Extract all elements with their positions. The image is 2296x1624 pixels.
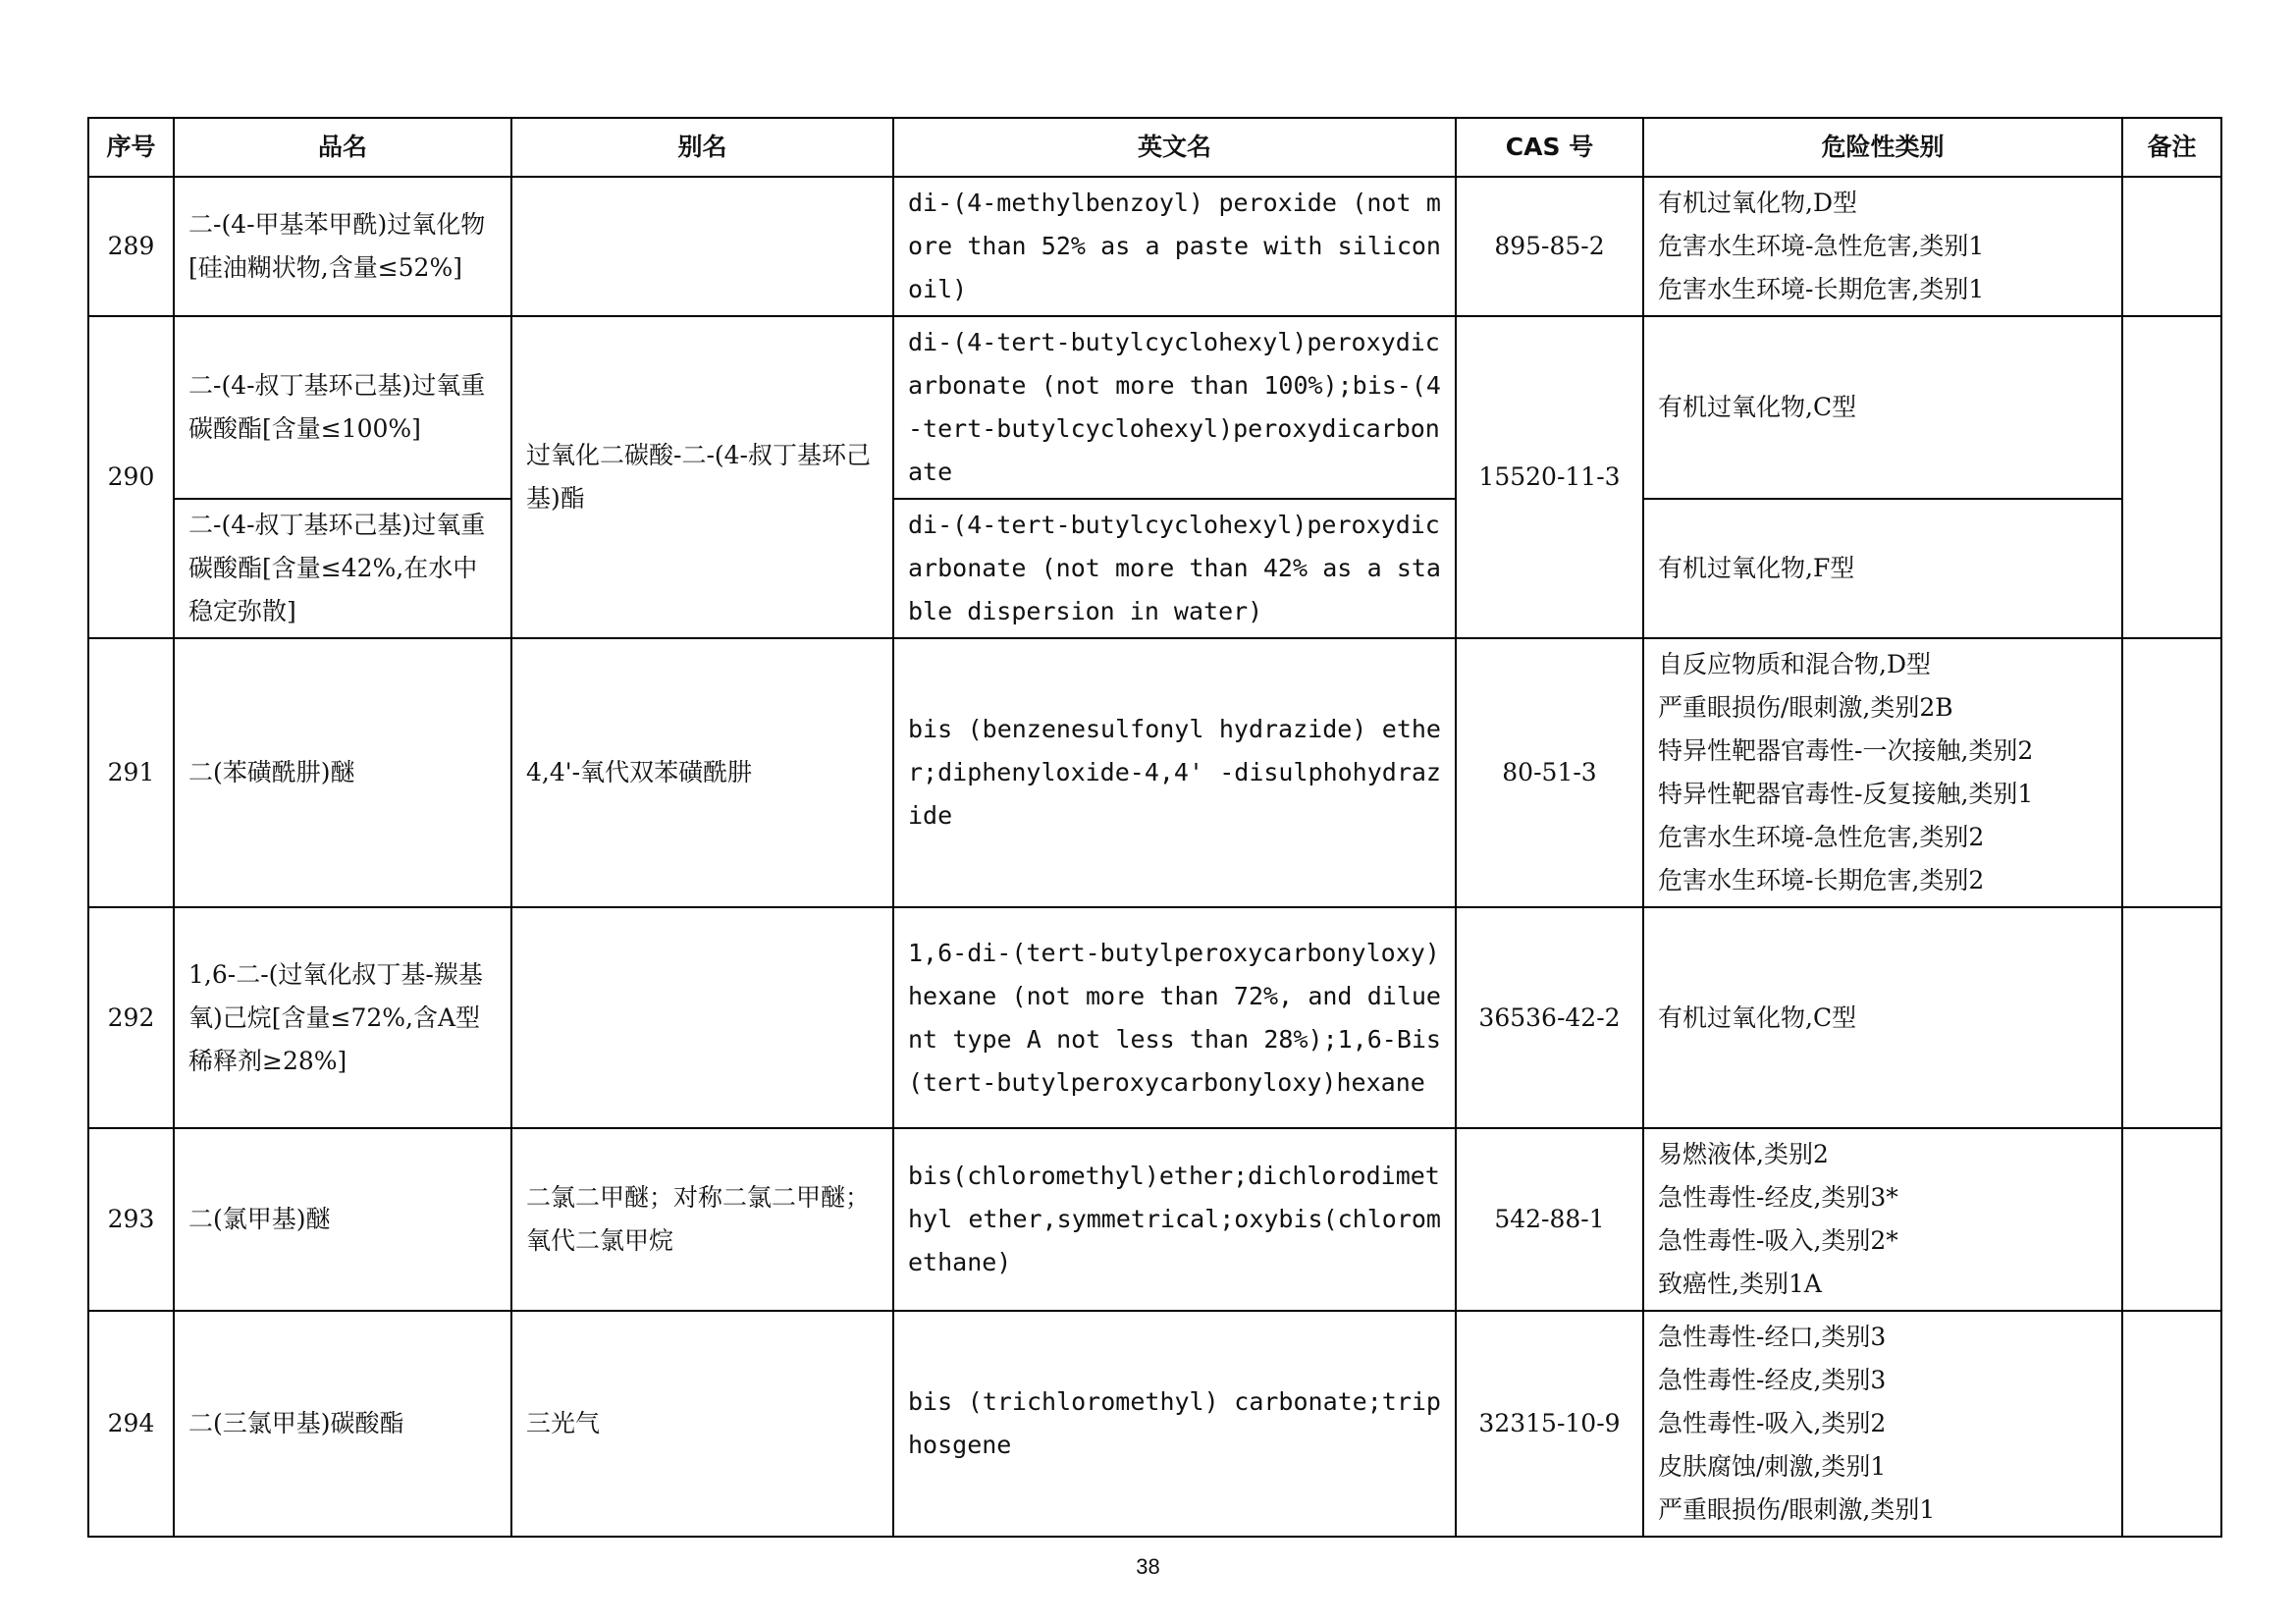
remark-cell xyxy=(2122,1128,2221,1311)
remark-cell xyxy=(2122,177,2221,316)
table-row xyxy=(88,316,2221,499)
cas-cell: 32315-10-9 xyxy=(1456,1311,1643,1537)
chemical-table xyxy=(87,117,2222,1538)
cas-cell: 36536-42-2 xyxy=(1456,907,1643,1128)
alias-cell: 二氯二甲醚；对称二氯二甲醚；氧代二氯甲烷 xyxy=(511,1128,893,1311)
alias-cell: 过氧化二碳酸-二-(4-叔丁基环己基)酯 xyxy=(511,316,893,638)
hazard-line: 严重眼损伤/眼刺激,类别2B xyxy=(1658,693,1953,722)
remark-cell xyxy=(2122,638,2221,907)
remark-cell xyxy=(2122,1311,2221,1537)
header-alias: 别名 xyxy=(511,118,893,177)
hazard-cell xyxy=(1643,638,2122,907)
hazard-line: 严重眼损伤/眼刺激,类别1 xyxy=(1658,1495,1936,1524)
hazard-cell xyxy=(1643,1311,2122,1537)
hazard-line: 有机过氧化物,C型 xyxy=(1658,393,1857,421)
alias-cell xyxy=(511,177,893,316)
hazard-line: 有机过氧化物,C型 xyxy=(1658,1002,1857,1032)
hazard-line: 危害水生环境-急性危害,类别1 xyxy=(1658,232,1985,260)
header-remark: 备注 xyxy=(2122,118,2221,177)
hazard-line: 危害水生环境-长期危害,类别2 xyxy=(1658,866,1985,894)
seq-cell: 289 xyxy=(88,177,174,316)
cas-cell: 542-88-1 xyxy=(1456,1128,1643,1311)
alias-cell: 三光气 xyxy=(511,1311,893,1537)
hazard-line: 急性毒性-吸入,类别2 xyxy=(1658,1409,1887,1437)
remark-cell xyxy=(2122,907,2221,1128)
seq-cell: 290 xyxy=(88,316,174,638)
table-row xyxy=(88,907,2221,1128)
hazard-line: 急性毒性-经皮,类别3* xyxy=(1658,1183,1898,1212)
cas-cell: 80-51-3 xyxy=(1456,638,1643,907)
english-cell: bis(chloromethyl)ether;dichlorodimethyl ether,symmetrical;oxybis(chloromethane) xyxy=(893,1128,1456,1311)
hazard-line: 危害水生环境-急性危害,类别2 xyxy=(1658,823,1985,851)
name-cell: 二(氯甲基)醚 xyxy=(174,1128,511,1311)
header-cas: CAS 号 xyxy=(1456,118,1643,177)
seq-cell: 294 xyxy=(88,1311,174,1537)
hazard-line: 急性毒性-经皮,类别3 xyxy=(1658,1366,1887,1394)
english-cell: 1,6-di-(tert-butylperoxycarbonyloxy) hexane (not more than 72%, and diluent type A not less than 28%);1,6-Bis(tert-butylperoxycarbonyloxy)hexane xyxy=(893,907,1456,1128)
hazard-line: 致癌性,类别1A xyxy=(1658,1270,1822,1298)
name-cell: 二(苯磺酰肼)醚 xyxy=(174,638,511,907)
cas-cell: 895-85-2 xyxy=(1456,177,1643,316)
cas-cell: 15520-11-3 xyxy=(1456,316,1643,638)
hazard-cell xyxy=(1643,316,2122,499)
english-cell: bis (trichloromethyl) carbonate;triphosgene xyxy=(893,1311,1456,1537)
table-row xyxy=(88,638,2221,907)
hazard-cell xyxy=(1643,1128,2122,1311)
name-cell: 二-(4-甲基苯甲酰)过氧化物[硅油糊状物,含量≤52%] xyxy=(174,177,511,316)
hazard-cell xyxy=(1643,907,2122,1128)
hazard-line: 特异性靶器官毒性-一次接触,类别2 xyxy=(1658,736,2034,765)
hazard-line: 危害水生环境-长期危害,类别1 xyxy=(1658,275,1985,303)
header-name: 品名 xyxy=(174,118,511,177)
hazard-cell xyxy=(1643,177,2122,316)
english-cell: di-(4-methylbenzoyl) peroxide (not more than 52% as a paste with silicon oil) xyxy=(893,177,1456,316)
header-english: 英文名 xyxy=(893,118,1456,177)
alias-cell: 4,4'-氧代双苯磺酰肼 xyxy=(511,638,893,907)
seq-cell: 292 xyxy=(88,907,174,1128)
name-cell: 二-(4-叔丁基环己基)过氧重碳酸酯[含量≤42%,在水中稳定弥散] xyxy=(174,499,511,638)
header-seq: 序号 xyxy=(88,118,174,177)
hazard-line: 特异性靶器官毒性-反复接触,类别1 xyxy=(1658,780,2034,808)
header-hazard: 危险性类别 xyxy=(1643,118,2122,177)
hazard-line: 有机过氧化物,F型 xyxy=(1658,554,1855,582)
table-row xyxy=(88,499,2221,638)
seq-cell: 293 xyxy=(88,1128,174,1311)
hazard-line: 自反应物质和混合物,D型 xyxy=(1658,650,1931,678)
hazard-cell xyxy=(1643,499,2122,638)
hazard-line: 急性毒性-吸入,类别2* xyxy=(1658,1226,1898,1255)
english-cell: di-(4-tert-butylcyclohexyl)peroxydicarbonate (not more than 100%);bis-(4-tert-butylcyclohexyl)peroxydicarbonate xyxy=(893,316,1456,499)
table-row xyxy=(88,1128,2221,1311)
hazard-line: 有机过氧化物,D型 xyxy=(1658,189,1857,217)
hazard-line: 急性毒性-经口,类别3 xyxy=(1658,1323,1887,1351)
table-row xyxy=(88,1311,2221,1537)
alias-cell xyxy=(511,907,893,1128)
name-cell: 1,6-二-(过氧化叔丁基-羰基氧)己烷[含量≤72%,含A型稀释剂≥28%] xyxy=(174,907,511,1128)
page-number: 38 xyxy=(1136,1554,1160,1579)
english-cell: bis (benzenesulfonyl hydrazide) ether;diphenyloxide-4,4' -disulphohydrazide xyxy=(893,638,1456,907)
table-row xyxy=(88,177,2221,316)
english-cell: di-(4-tert-butylcyclohexyl)peroxydicarbonate (not more than 42% as a stable dispersion in water) xyxy=(893,499,1456,638)
hazard-line: 易燃液体,类别2 xyxy=(1658,1140,1829,1168)
header-row xyxy=(88,118,2221,177)
seq-cell: 291 xyxy=(88,638,174,907)
remark-cell xyxy=(2122,316,2221,638)
name-cell: 二(三氯甲基)碳酸酯 xyxy=(174,1311,511,1537)
hazard-line: 皮肤腐蚀/刺激,类别1 xyxy=(1658,1452,1887,1481)
name-cell: 二-(4-叔丁基环己基)过氧重碳酸酯[含量≤100%] xyxy=(174,316,511,499)
